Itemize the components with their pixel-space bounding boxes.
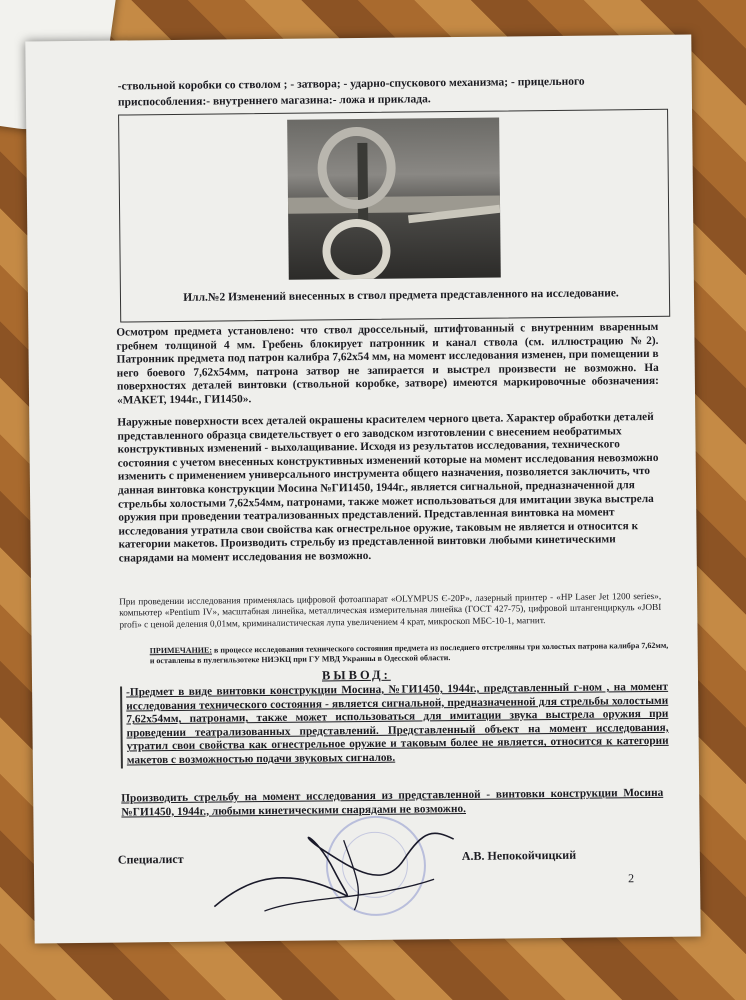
conclusion-paragraph: -Предмет в виде винтовки конструкции Мосина, №ГИ1450, 1944г., представленный г-ном , на момент исследования технического состояния - является сигнальной, предназначенной для стрельбы холостыми 7,62х54мм, патронами, также может использоваться для имитации звука выстрела оружия при проведении театрализованных представлений. Представленный объект на момент исследования, утратил свои свойства как огнестрельное оружие и таковым более не является, относится к категории макетов с возможностью подачи звуковых сигналов. (120, 681, 669, 768)
conclusion-heading: ВЫВОД: (321, 667, 391, 683)
figure-box (118, 109, 670, 323)
signature (203, 809, 464, 922)
equipment-paragraph: При проведении исследования применялась цифровой фотоаппарат «OLYMPUS Є-20Р», лазерный принтер - «HP Laser Jet 1200 series», компьютер «Pentium IV», масштабная линейка, металлическая измерительная линейка (ГОСТ 427-75), цифровой штангенциркуль «JOBI profi» с ценой деления 0,01мм, криминалистическая лупа увеличением 4 крат, микроскоп МБС-10-1, магнит. (119, 590, 662, 630)
note-label: ПРИМЕЧАНИЕ: (149, 645, 213, 656)
figure-caption: Илл.№2 Изменений внесенных в ствол предмета представленного на исследование. (183, 287, 619, 304)
intro-text: -ствольной коробки со стволом ; - затвора; - ударно-спускового механизма; - прицельного приспособления:- внутреннего магазина:- ложа и приклада. (117, 75, 585, 109)
page-number: 2 (628, 871, 635, 886)
conclusion-paragraph-2: Производить стрельбу на момент исследования из представленной - винтовки конструкции Мосина №ГИ1450, 1944г., любыми кинетическими снарядами не возможно. (121, 786, 664, 819)
examination-paragraph: Осмотром предмета установлено: что ствол дроссельный, штифтованный с внутренним вваренным гребнем толщиной 4 мм. Гребень блокирует патронник и канал ствола (см. иллюстрацию №2). Патронник предмета под патрон калибра 7,62х54 мм, на момент исследования изменен, при помещении в него боевого 7,62х54мм, патрона затвор не запирается и выстрел произвести не возможно. На поверхностях деталей винтовки (ствольной коробке, затворе) имеются маркировочные обозначения: «МАКЕТ, 1944г., ГИ1450». (116, 320, 659, 407)
barrel-photo (287, 118, 501, 280)
findings-paragraph: Наружные поверхности всех деталей окрашены красителем черного цвета. Характер обработки деталей представленного образца свидетельствует о его заводском изготовлении с внесением необратимых конструктивных изменений - выхолащивание. Исходя из результатов исследования, технического состояния с учетом внесенных конструктивных изменений которые на момент исследования невозможно изменить с применением универсального инструмента общего назначения, позволяется заключить, что данная винтовка конструкции Мосина №ГИ1450, 1944г., является сигнальной, предназначенной для стрельбы холостыми 7,62х54мм, патронами, также может использоваться для имитации звука выстрела оружия при проведении театрализованных представлений. Представленная винтовка на момент исследования утратила свои свойства как огнестрельное оружие, таковым не является и относится к категории макетов. Производить стрельбу из представленной винтовки любыми кинетическими снарядами на момент исследования не возможно. (117, 410, 659, 565)
note-text: в процессе исследования технического состояния предмета из последнего отстреляны три холостых патрона калибра 7,62мм, и оставлены в пулегильзотеке НИЭКЦ при ГУ МВД Украины в Одесской области. (149, 640, 669, 666)
specialist-label: Специалист (117, 851, 184, 867)
note-paragraph (150, 641, 670, 666)
document-page (25, 35, 700, 944)
specialist-name: А.В. Непокойчицкий (461, 847, 577, 863)
